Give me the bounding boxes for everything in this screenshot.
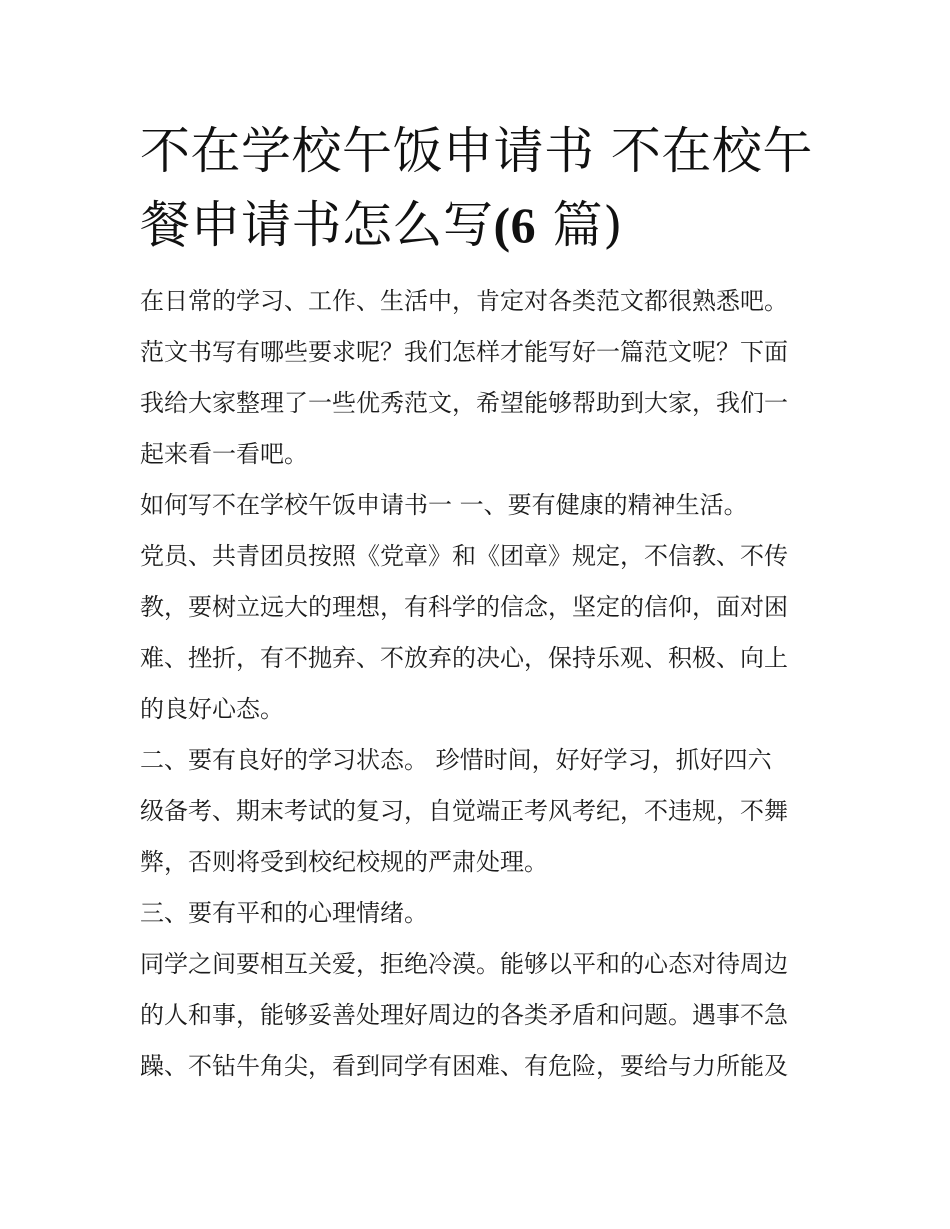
paragraph-line: 教，要树立远大的理想，有科学的信念，坚定的信仰，面对困 — [140, 593, 788, 621]
paragraph-spiritual-life — [140, 531, 820, 735]
paragraph-line: 范文书写有哪些要求呢？我们怎样才能写好一篇范文呢？下面 — [140, 338, 788, 366]
paragraph-line: 起来看一看吧。 — [140, 440, 308, 468]
paragraph-line: 党员、共青团员按照《党章》和《团章》规定，不信教、不传 — [140, 542, 788, 570]
title-line-2-text: 餐申请书怎么写 — [140, 196, 494, 254]
title-line-2-suffix: 篇) — [536, 196, 624, 254]
paragraph-line: 难、挫折，有不抛弃、不放弃的决心，保持乐观、积极、向上 — [140, 644, 788, 672]
paragraph-line: 弊，否则将受到校纪校规的严肃处理。 — [140, 848, 548, 876]
paragraph-heading-one — [140, 480, 820, 531]
paragraph-line: 的人和事，能够妥善处理好周边的各类矛盾和问题。遇事不急 — [140, 1001, 788, 1029]
paragraph-line: 同学之间要相互关爱，拒绝冷漠。能够以平和的心态对待周边 — [140, 950, 788, 978]
paragraph-heading-three — [140, 888, 820, 939]
title-line-1: 不在学校午饭申请书 不在校午 — [140, 122, 813, 180]
paragraph-mutual-care — [140, 939, 820, 1092]
paragraph-line: 三、要有平和的心理情绪。 — [140, 899, 428, 927]
document-title — [140, 114, 820, 262]
paragraph-line: 的良好心态。 — [140, 695, 284, 723]
paragraph-line: 级备考、期末考试的复习，自觉端正考风考纪，不违规，不舞 — [140, 797, 788, 825]
paragraph-study-state — [140, 735, 820, 888]
title-line-2 — [140, 188, 820, 262]
paragraph-line: 二、要有良好的学习状态。 珍惜时间，好好学习，抓好四六 — [140, 746, 772, 774]
paragraph-line: 如何写不在学校午饭申请书一 一、要有健康的精神生活。 — [140, 491, 748, 519]
title-line-2-count: (6 — [493, 197, 537, 253]
paragraph-line: 我给大家整理了一些优秀范文，希望能够帮助到大家，我们一 — [140, 389, 788, 417]
document-body — [140, 276, 820, 1092]
paragraph-line: 在日常的学习、工作、生活中，肯定对各类范文都很熟悉吧。 — [140, 287, 788, 315]
paragraph-intro — [140, 276, 820, 480]
paragraph-line: 躁、不钻牛角尖，看到同学有困难、有危险，要给与力所能及 — [140, 1052, 788, 1080]
